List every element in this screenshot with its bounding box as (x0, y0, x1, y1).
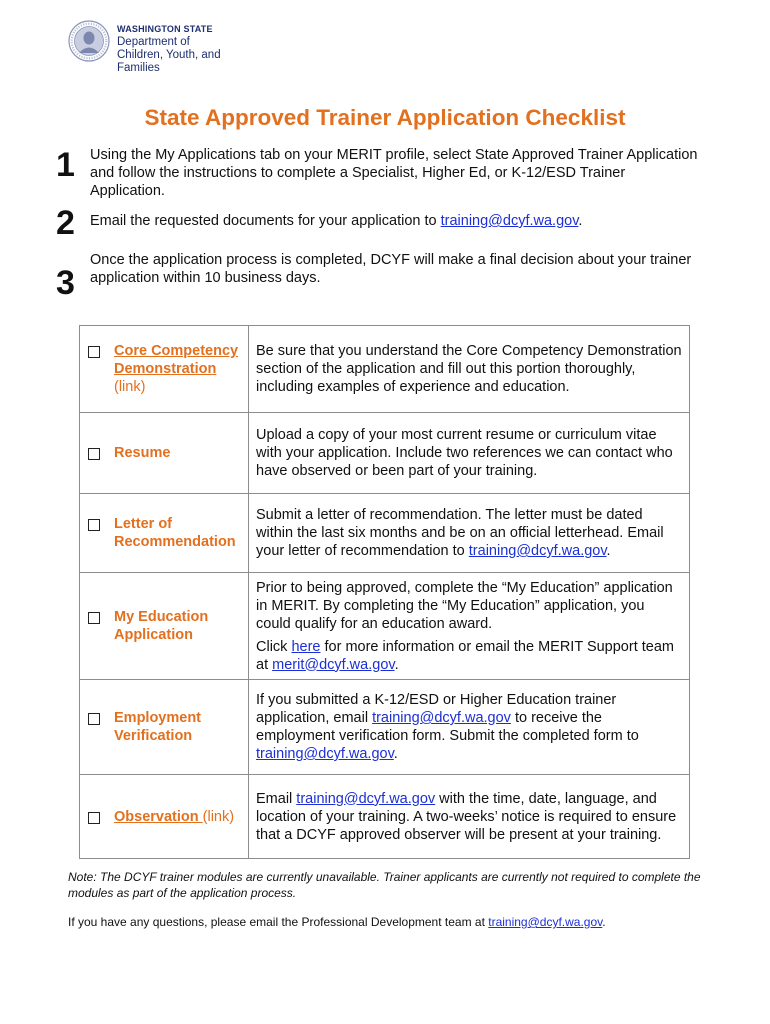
washington-state-seal-icon (68, 20, 110, 62)
modules-note: Note: The DCYF trainer modules are currently unavailable. Trainer applicants are currently not required to complete the modules as part of the application process. (68, 870, 701, 900)
core-competency-description: Be sure that you understand the Core Competency Demonstration section of the application and fill out this portion thoroughly, including examples of experience and education. (249, 326, 690, 413)
step-3-text: Once the application process is completed, DCYF will make a final decision about your trainer application within 10 business days. (90, 252, 692, 286)
step-1-number: 1 (56, 146, 75, 184)
employment-checkbox[interactable] (88, 713, 100, 725)
merit-email-link[interactable]: merit@dcyf.wa.gov (272, 656, 395, 673)
agency-logo (68, 20, 258, 74)
observation-email-link[interactable]: training@dcyf.wa.gov (296, 790, 436, 807)
education-here-link[interactable]: here (291, 638, 321, 655)
education-label: My Education Application (114, 609, 209, 643)
department-line-2: Children, Youth, and Families (117, 49, 221, 74)
step-2-email-link[interactable]: training@dcyf.wa.gov (440, 213, 579, 229)
step-3-number: 3 (56, 264, 75, 302)
checklist-row-resume (80, 413, 690, 494)
employment-email-link-1[interactable]: training@dcyf.wa.gov (372, 710, 511, 726)
page-title: State Approved Trainer Application Checklist (144, 105, 626, 130)
employment-label: Employment Verification (114, 710, 202, 744)
checklist-row-core-competency (80, 326, 690, 413)
observation-description: Email training@dcyf.wa.gov with the time, date, language, and location of your training. A two-weeks’ notice is required to ensure that a DCYF approved observer will be present at your training. (249, 775, 690, 859)
step-2-text: Email the requested documents for your application to training@dcyf.wa.gov. (90, 213, 583, 229)
checklist-row-observation (80, 775, 690, 859)
checklist-row-employment (80, 680, 690, 775)
requirements-checklist (79, 325, 690, 859)
letter-email-link[interactable]: training@dcyf.wa.gov (468, 543, 607, 559)
step-1-text: Using the My Applications tab on your MERIT profile, select State Approved Trainer Application and follow the instructions to complete a Specialist, Higher Ed, or K-12/ESD Trainer Application. (90, 147, 698, 199)
resume-label: Resume (114, 445, 171, 461)
letter-label: Letter of Recommendation (114, 516, 236, 550)
step-2-number: 2 (56, 204, 75, 242)
core-competency-link[interactable]: Core Competency Demonstration (114, 343, 239, 377)
contact-line: If you have any questions, please email the Professional Development team at training@dcyf.wa.gov. (68, 915, 606, 929)
checklist-row-letter (80, 494, 690, 573)
core-competency-link-suffix: (link) (114, 379, 146, 395)
resume-description: Upload a copy of your most current resume or curriculum vitae with your application. Include two references we can contact who have observed or been part of your training. (249, 413, 690, 494)
letter-checkbox[interactable] (88, 519, 100, 531)
education-checkbox[interactable] (88, 612, 100, 624)
agency-name (117, 23, 258, 75)
letter-description: Submit a letter of recommendation. The letter must be dated within the last six months and be on an official letterhead. Email your letter of recommendation to training@dcyf.wa.gov. (249, 494, 690, 573)
education-description: Prior to being approved, complete the “My Education” application in MERIT. By completing the “My Education” application, you could qualify for an education award. Click here for more information or email the MERIT Support team at merit@dcyf.wa.gov. (249, 573, 690, 680)
observation-checkbox[interactable] (88, 812, 100, 824)
state-name: WASHINGTON STATE (117, 24, 213, 34)
checklist-row-education (80, 573, 690, 680)
observation-link[interactable]: Observation (114, 808, 203, 825)
department-line-1: Department of (117, 36, 190, 48)
contact-email-link[interactable]: training@dcyf.wa.gov (488, 915, 603, 929)
core-competency-checkbox[interactable] (88, 346, 100, 358)
employment-description: If you submitted a K-12/ESD or Higher Education trainer application, email training@dcyf.wa.gov to receive the employment verification form. Submit the completed form to training@dcyf.wa.gov. (249, 680, 690, 775)
employment-email-link-2[interactable]: training@dcyf.wa.gov (256, 746, 394, 762)
resume-checkbox[interactable] (88, 448, 100, 460)
observation-link-suffix: (link) (202, 808, 235, 825)
